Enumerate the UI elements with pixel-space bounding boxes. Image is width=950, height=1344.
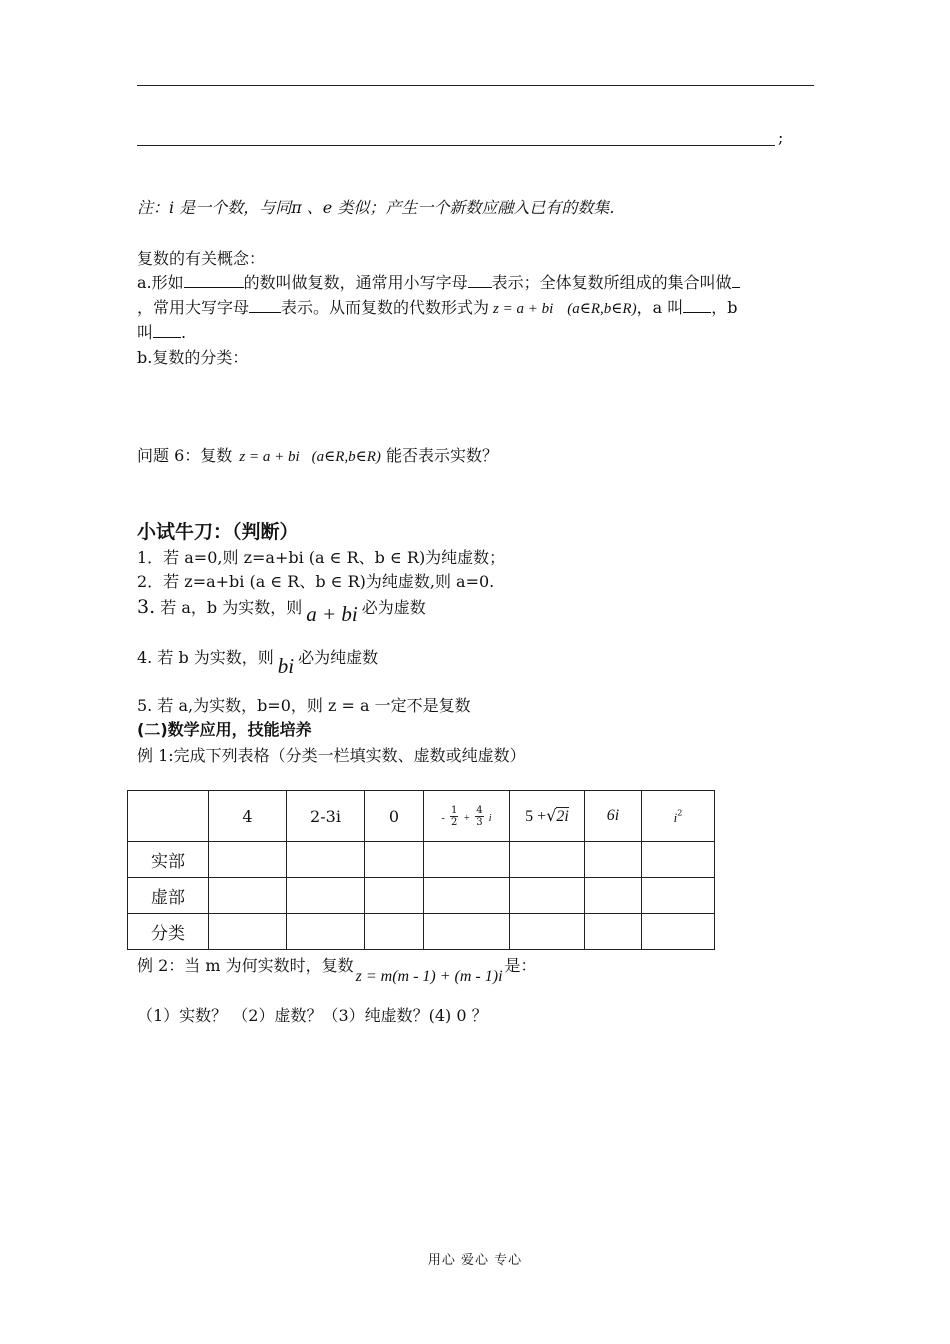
table-row (128, 842, 715, 878)
table-row (128, 878, 715, 914)
emph-uppercase: 大写字母 (185, 298, 250, 317)
sqrt-sign-icon: √ (546, 806, 557, 825)
trial-heading: 小试牛刀：（判断） (137, 521, 299, 543)
question-6: 问题 6：复数 z = a + bi (a∈R,b∈R) 能否表示实数？ (137, 446, 499, 465)
section-2-heading: (二)数学应用，技能培养 (137, 720, 312, 739)
table-cell[interactable] (510, 914, 585, 950)
table-cell[interactable] (642, 878, 715, 914)
table-corner-cell (128, 791, 209, 842)
blank-real-part (683, 298, 711, 313)
table-cell[interactable] (642, 914, 715, 950)
example-2: 例 2：当 m 为何实数时，复数z = m(m - 1) + (m - 1)i是： (137, 956, 537, 985)
table-cell[interactable] (209, 878, 287, 914)
trial-item-4: 4. 若 b 为实数，则 bi 必为纯虚数 (137, 648, 379, 678)
formula-algebraic: z = a + bi (493, 301, 554, 317)
table-cell[interactable] (365, 878, 424, 914)
table-header-cell-fraction: - $\frac{1}{2}$ + $\frac{4}{3}$ i (424, 791, 510, 842)
concepts-heading: 复数的有关概念： (137, 249, 266, 268)
table-header-row (128, 791, 715, 842)
table-cell[interactable] (287, 914, 365, 950)
trial-item-5: 5. 若 a,为实数，b=0，则 z = a 一定不是复数 (137, 696, 471, 715)
q6-condition: (a∈R,b∈R) (311, 449, 381, 465)
blank-form (184, 273, 244, 288)
table-cell[interactable] (510, 878, 585, 914)
emph-lowercase: 小写字母 (403, 273, 468, 292)
blank-line-2 (137, 145, 775, 146)
table-header-cell: 6i (585, 791, 642, 842)
blank-line-1 (137, 85, 814, 86)
table-cell[interactable] (365, 842, 424, 878)
table-header-cell: 2-3i (287, 791, 365, 842)
blank-uppercase (249, 298, 281, 313)
trial-item-3: 3. 若 a，b 为实数，则 a + bi 必为虚数 (137, 596, 426, 626)
table-cell[interactable] (585, 914, 642, 950)
row-label: 实部 (128, 842, 209, 878)
trial-item-2: 2．若 z=a+bi (a ∈ R、b ∈ R)为纯虚数,则 a=0. (137, 572, 495, 591)
example-2-formula: z = m(m - 1) + (m - 1)i (355, 968, 503, 985)
row-label: 虚部 (128, 878, 209, 914)
trial-item-3-formula: a + bi (306, 602, 358, 626)
table-cell[interactable] (287, 842, 365, 878)
table-header-cell: 4 (209, 791, 287, 842)
concept-a-line3: 叫 . (137, 323, 187, 342)
q6-formula: z = a + bi (239, 449, 300, 465)
example-1: 例 1:完成下列表格（分类一栏填实数、虚数或纯虚数） (137, 746, 526, 765)
table-cell[interactable] (424, 842, 510, 878)
formula-condition: (a∈R,b∈R) (567, 301, 637, 317)
table-cell[interactable] (585, 878, 642, 914)
table-cell[interactable] (287, 878, 365, 914)
row-label: 分类 (128, 914, 209, 950)
blank-line-2-end: ; (778, 128, 784, 147)
table-cell[interactable] (642, 842, 715, 878)
page-footer: 用心 爱心 专心 (427, 1253, 523, 1268)
table-cell[interactable] (510, 842, 585, 878)
example-1-table (127, 790, 715, 950)
table-cell[interactable] (424, 878, 510, 914)
trial-item-1: 1．若 a=0,则 z=a+bi (a ∈ R、b ∈ R)为纯虚数； (137, 548, 506, 567)
concept-b-line: b.复数的分类： (137, 348, 249, 367)
blank-imag-part (153, 323, 181, 338)
concept-a-line1: a.形如 的数叫做复数，通常用小写字母 表示；全体复数所组成的集合叫做 (137, 270, 740, 293)
table-header-cell-power: $i^2$ (642, 791, 715, 842)
fraction-one-half: $\frac{1}{2}$ (450, 804, 458, 828)
trial-item-4-formula: bi (277, 654, 295, 678)
table-cell[interactable] (365, 914, 424, 950)
table-cell[interactable] (424, 914, 510, 950)
fraction-four-thirds: $\frac{4}{3}$ (476, 804, 483, 828)
blank-lowercase (468, 273, 492, 288)
table-cell[interactable] (209, 842, 287, 878)
example-2-questions: （1）实数？ （2）虚数？（3）纯虚数？(4) 0 ？ (137, 1006, 488, 1025)
table-header-cell: 0 (365, 791, 424, 842)
blank-set (732, 273, 740, 288)
table-row (128, 914, 715, 950)
concept-a-line2: ，常用大写字母 表示。从而复数的代数形式为 z = a + bi (a∈R,b∈R)，a 叫 ，b (137, 298, 738, 317)
table-header-cell-sqrt: 5 +√2i (510, 791, 585, 842)
note: 注：i 是一个数，与同π 、e 类似；产生一个新数应融入已有的数集. (137, 198, 615, 217)
table-cell[interactable] (585, 842, 642, 878)
table-cell[interactable] (209, 914, 287, 950)
